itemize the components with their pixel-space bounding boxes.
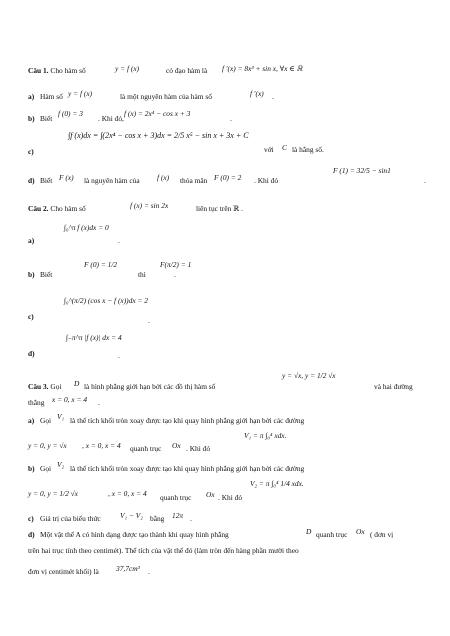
- q3c-value: 12π: [172, 511, 184, 520]
- q3b-text1: Gọi: [40, 464, 52, 473]
- q2a-integral: ∫₀^π f (x)dx = 0: [64, 223, 109, 232]
- q3d-text3: ( đơn vị: [370, 530, 394, 539]
- q3-line: [28, 383, 62, 390]
- q1b-result: f (x) = 2x⁴ − cos x + 3: [124, 109, 191, 118]
- q3c-end: .: [190, 514, 192, 523]
- q3-text4: thẳng: [28, 398, 45, 407]
- q3-text2: là hình phẳng giới hạn bởi các đồ thị hàm số: [84, 382, 216, 391]
- q1c-constant: C: [282, 143, 287, 152]
- q1a-derivative: f ′(x): [250, 89, 264, 98]
- q1c-label: c): [28, 147, 34, 156]
- q3a-text1: Gọi: [40, 416, 52, 425]
- q2-intro: Cho hàm số: [50, 204, 86, 213]
- q3a-text3: quanh trục: [130, 444, 162, 453]
- q3b-volume: V₂: [57, 460, 65, 469]
- q2b-end: .: [174, 270, 176, 279]
- q2-function: f (x) = sin 2x: [130, 201, 169, 210]
- q2-continuity: liên tục trên ℝ .: [196, 204, 243, 213]
- q3d-region-D: D: [306, 527, 312, 536]
- q2c-integral: ∫₀^(π/2) (cos x − f (x))dx = 2: [64, 296, 148, 305]
- q1d-text3: thỏa mãn: [180, 176, 208, 185]
- q2d-integral: ∫₋π^π |f (x)| dx = 4: [66, 333, 122, 342]
- q1a-label: a): [28, 92, 35, 101]
- q3a-eq2: , x = 0, x = 4: [82, 441, 121, 450]
- q1d-label: d): [28, 176, 35, 185]
- q1b-label: b): [28, 114, 35, 123]
- q3b-result: V₂ = π ∫₀⁴ 1/4 xdx.: [250, 479, 304, 488]
- q1-intro: Cho hàm số: [50, 66, 86, 75]
- q1b-condition: f (0) = 3: [58, 109, 83, 118]
- q1c-text2: là hằng số.: [292, 145, 324, 154]
- q1d-end: .: [424, 176, 426, 185]
- q3c-text1: Giá trị của biểu thức: [40, 514, 101, 523]
- q3-text1: Gọi: [50, 382, 62, 391]
- q1b-text2: . Khi đó,: [98, 114, 124, 123]
- q3a-text4: . Khi đó: [186, 444, 211, 453]
- q3b-text2: là thể tích khối tròn xoay được tạo khi quay hình phẳng giới hạn bởi các đường: [70, 464, 305, 473]
- q2b-condition1: F (0) = 1/2: [84, 260, 118, 269]
- q3-curves: y = √x, y = 1/2 √x: [282, 371, 336, 380]
- q3d-text2: quanh trục: [316, 530, 348, 539]
- q1-derivative: f ′(x) = 8x³ + sin x, ∀x ∈ ℝ: [222, 64, 303, 73]
- q3-lines: x = 0, x = 4: [52, 395, 88, 404]
- q1-function: y = f (x): [115, 64, 140, 73]
- q1c-text1: với: [264, 145, 274, 154]
- q1d-antiderivative: F (x): [59, 173, 74, 182]
- q1a-end: .: [272, 92, 274, 101]
- q1b-end: .: [230, 114, 232, 123]
- q3a-label: a): [28, 416, 35, 425]
- q1a-text2: là một nguyên hàm của hàm số: [120, 92, 212, 101]
- q2c-end: .: [148, 316, 150, 325]
- q3d-end: .: [148, 567, 150, 576]
- q2a-end: .: [118, 236, 120, 245]
- q3b-text4: . Khi đó: [218, 493, 243, 502]
- q3a-text2: là thể tích khối tròn xoay được tạo khi quay hình phẳng giới hạn bởi các đường: [70, 416, 305, 425]
- q3b-axis: Ox: [206, 490, 215, 499]
- q1b-text1: Biết: [40, 114, 53, 123]
- q3a-eq1: y = 0, y = √x: [28, 441, 67, 450]
- q3-region-D: D: [74, 379, 80, 388]
- q3c-expr: V₁ − V₂: [120, 511, 143, 520]
- q1d-text2: là nguyên hàm của: [84, 176, 140, 185]
- q2b-text2: thì: [138, 270, 146, 279]
- q3d-value: 37,7cm³: [116, 564, 140, 573]
- q3b-text3: quanh trục: [160, 493, 192, 502]
- q3a-axis: Ox: [172, 441, 181, 450]
- q3b-eq2: , x = 0, x = 4: [108, 489, 147, 498]
- q2a-label: a): [28, 236, 35, 245]
- q1-line: [28, 67, 86, 74]
- q3c-label: c): [28, 514, 34, 523]
- q1d-function: f (x): [157, 173, 170, 182]
- q3d-text4: trên hai trục tính theo centimét). Thể tích của vật thể đó (làm tròn đến hàng phần mười theo: [28, 546, 299, 555]
- q2c-label: c): [28, 312, 34, 321]
- q2b-label: b): [28, 270, 35, 279]
- q3a-volume: V₁: [57, 412, 65, 421]
- q1-has-deriv: có đạo hàm là: [166, 66, 208, 75]
- q2b-condition2: F(π/2) = 1: [160, 260, 192, 269]
- q3b-eq1: y = 0, y = 1/2 √x: [28, 489, 78, 498]
- q2-label: Câu 2.: [28, 204, 49, 213]
- q1d-text4: . Khi đó: [254, 176, 279, 185]
- q1d-result: F (1) = 32/5 − sin1: [333, 166, 391, 175]
- q1a-function: y = f (x): [68, 89, 93, 98]
- q3d-label: d): [28, 530, 35, 539]
- q1d-text1: Biết: [40, 176, 53, 185]
- q3b-label: b): [28, 464, 35, 473]
- q3-end: .: [98, 398, 100, 407]
- q2-line: [28, 205, 86, 212]
- q1d-condition: F (0) = 2: [214, 173, 242, 182]
- q1a-text1: Hàm số: [40, 92, 63, 101]
- q1c-integral: ∫f (x)dx = ∫(2x⁴ − cos x + 3)dx = 2/5 x⁵ − sin x + 3x + C: [68, 131, 249, 140]
- q2d-label: d): [28, 349, 35, 358]
- q2d-end: .: [118, 351, 120, 360]
- q3d-text5: đơn vị centimét khối) là: [28, 567, 99, 576]
- q2b-text1: Biết: [40, 270, 53, 279]
- q3d-text1: Một vật thể A có hình dạng được tạo thành khi quay hình phẳng: [40, 530, 229, 539]
- q3-text3: và hai đường: [374, 382, 413, 391]
- q3a-result: V₁ = π ∫₀⁴ xdx.: [244, 431, 287, 440]
- q3d-axis: Ox: [356, 527, 365, 536]
- q1-label: Câu 1.: [28, 66, 49, 75]
- q3-label: Câu 3.: [28, 382, 49, 391]
- q3c-text2: bằng: [150, 514, 165, 523]
